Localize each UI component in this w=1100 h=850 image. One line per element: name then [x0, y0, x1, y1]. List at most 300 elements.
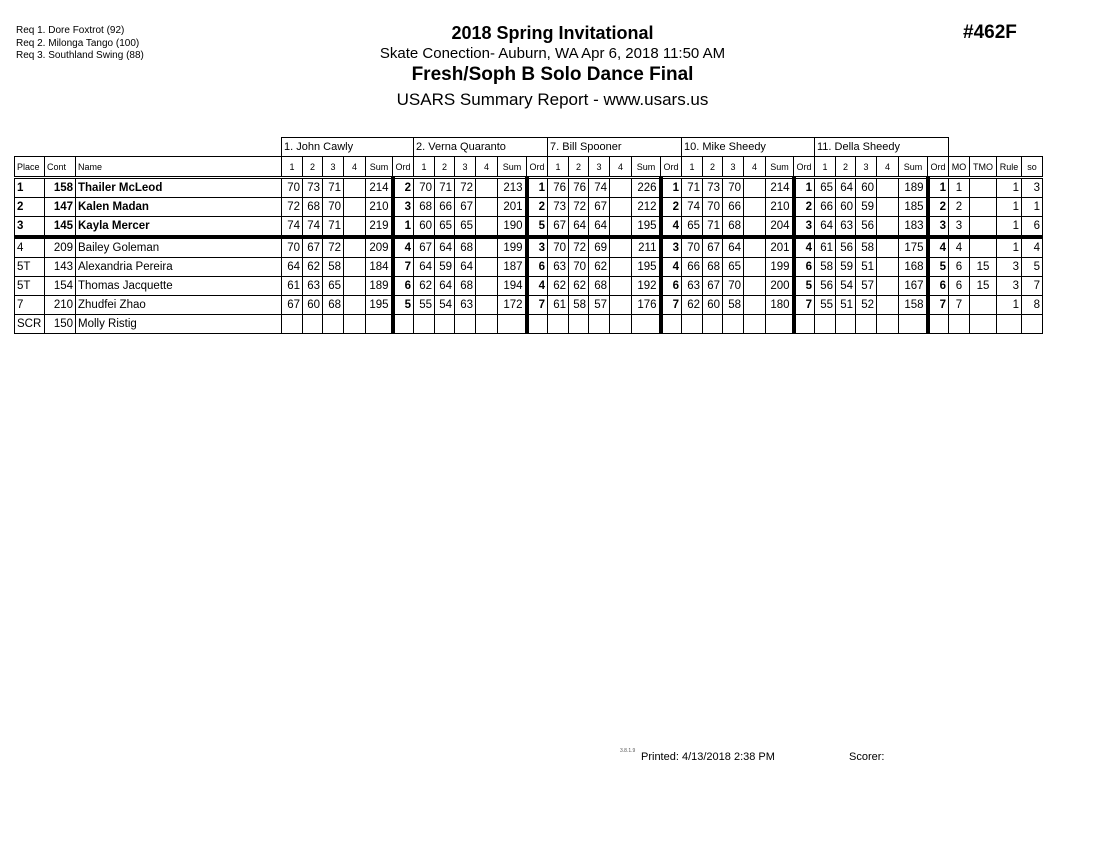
col-header-sum: Sum — [766, 157, 794, 178]
tmo-cell — [970, 296, 997, 315]
place-cell: 5T — [15, 258, 45, 277]
judge-ordinal-cell: 7 — [661, 296, 682, 315]
judge-ordinal-cell: 4 — [794, 237, 815, 258]
rule-cell: 1 — [997, 296, 1022, 315]
judge-score-cell — [703, 315, 723, 334]
judge-ordinal-cell: 4 — [527, 277, 548, 296]
judge-sum-cell: 211 — [632, 237, 661, 258]
table-row — [15, 315, 1043, 334]
judge-score-cell — [344, 217, 366, 238]
judge-ordinal-cell: 1 — [393, 217, 414, 238]
tmo-cell — [970, 315, 997, 334]
judge-score-cell — [344, 258, 366, 277]
judge-header-row — [15, 138, 1043, 157]
judge-score-cell — [682, 315, 703, 334]
judge-score-cell: 62 — [548, 277, 569, 296]
judge-score-cell: 68 — [323, 296, 344, 315]
judge-score-cell: 58 — [323, 258, 344, 277]
judge-score-cell: 61 — [282, 277, 303, 296]
judge-score-cell: 64 — [569, 217, 589, 238]
contestant-number-cell: 147 — [45, 198, 76, 217]
tmo-cell: 15 — [970, 258, 997, 277]
tmo-cell — [970, 198, 997, 217]
judge-score-cell — [344, 237, 366, 258]
table-row — [15, 178, 1043, 198]
judge-score-cell: 63 — [303, 277, 323, 296]
judge-score-cell: 64 — [282, 258, 303, 277]
judge-score-cell: 70 — [723, 277, 744, 296]
judge-score-cell: 70 — [703, 198, 723, 217]
judge-score-cell: 74 — [303, 217, 323, 238]
judge-sum-cell — [366, 315, 393, 334]
col-header-j2: 2 — [703, 157, 723, 178]
judge-ordinal-cell: 1 — [794, 178, 815, 198]
judge-score-cell: 57 — [856, 277, 877, 296]
judge-score-cell — [344, 198, 366, 217]
judge-ordinal-cell: 7 — [794, 296, 815, 315]
judge-sum-cell: 168 — [899, 258, 928, 277]
judge-score-cell — [744, 217, 766, 238]
column-header-row — [15, 157, 1043, 178]
judge-score-cell: 59 — [836, 258, 856, 277]
judge-score-cell — [435, 315, 455, 334]
judge-score-cell: 62 — [414, 277, 435, 296]
judge-ordinal-cell: 2 — [393, 178, 414, 198]
judge-ordinal-cell: 3 — [393, 198, 414, 217]
judge-score-cell: 65 — [723, 258, 744, 277]
judge-score-cell: 71 — [682, 178, 703, 198]
summary-table — [14, 137, 1043, 334]
judge-score-cell: 62 — [303, 258, 323, 277]
judge-score-cell — [476, 277, 498, 296]
col-header-mo: MO — [949, 157, 970, 178]
judge-sum-cell: 209 — [366, 237, 393, 258]
judge-ordinal-cell: 5 — [527, 217, 548, 238]
contestant-number-cell: 209 — [45, 237, 76, 258]
judge-score-cell — [569, 315, 589, 334]
judge-score-cell: 70 — [548, 237, 569, 258]
judge-score-cell — [476, 178, 498, 198]
mo-cell: 7 — [949, 296, 970, 315]
judge-score-cell: 57 — [589, 296, 610, 315]
judge-ordinal-cell: 2 — [794, 198, 815, 217]
competition-title: 2018 Spring Invitational — [451, 23, 654, 43]
judge-score-cell: 64 — [815, 217, 836, 238]
judge-ordinal-cell: 4 — [661, 217, 682, 238]
judge-score-cell — [589, 315, 610, 334]
printed-timestamp: Printed: 4/13/2018 2:38 PM — [641, 751, 775, 763]
judge-score-cell: 68 — [703, 258, 723, 277]
report-title: USARS Summary Report - www.usars.us — [396, 90, 709, 109]
judge-score-cell: 64 — [836, 178, 856, 198]
judge-ordinal-cell: 2 — [661, 198, 682, 217]
judge-ordinal-cell: 4 — [928, 237, 949, 258]
col-header-ord: Ord — [661, 157, 682, 178]
place-cell: 2 — [15, 198, 45, 217]
judge-score-cell: 74 — [589, 178, 610, 198]
judge-score-cell: 67 — [548, 217, 569, 238]
judge-score-cell: 63 — [455, 296, 476, 315]
judge-sum-cell: 189 — [366, 277, 393, 296]
col-header-sum: Sum — [366, 157, 393, 178]
judge-score-cell: 59 — [856, 198, 877, 217]
judge-score-cell: 54 — [836, 277, 856, 296]
judge-score-cell: 67 — [703, 277, 723, 296]
scorer-label: Scorer: — [849, 751, 885, 763]
judge-score-cell — [323, 315, 344, 334]
judge-score-cell: 64 — [589, 217, 610, 238]
mo-cell: 6 — [949, 277, 970, 296]
judge-ordinal-cell: 6 — [928, 277, 949, 296]
judge-sum-cell: 189 — [899, 178, 928, 198]
judge-score-cell: 68 — [455, 237, 476, 258]
requirement-item: Req 1. Dore Foxtrot (92) — [16, 25, 125, 36]
judge-score-cell — [877, 237, 899, 258]
contestant-number-cell: 145 — [45, 217, 76, 238]
judge-score-cell: 55 — [815, 296, 836, 315]
skater-name-cell: Alexandria Pereira — [76, 258, 282, 277]
judge-score-cell — [476, 198, 498, 217]
judge-score-cell: 65 — [435, 217, 455, 238]
col-header-j3: 3 — [455, 157, 476, 178]
judge-sum-cell: 201 — [766, 237, 794, 258]
table-row — [15, 198, 1043, 217]
judge-score-cell: 70 — [282, 237, 303, 258]
so-cell: 1 — [1022, 198, 1043, 217]
judge-score-cell — [610, 277, 632, 296]
judge-ordinal-cell: 7 — [527, 296, 548, 315]
judge-ordinal-cell: 6 — [794, 258, 815, 277]
judge-sum-cell: 194 — [498, 277, 527, 296]
judge-score-cell — [744, 296, 766, 315]
judge-sum-cell: 167 — [899, 277, 928, 296]
venue-line: Skate Conection- Auburn, WA Apr 6, 2018 11:50 AM — [379, 45, 726, 62]
judge-score-cell — [744, 258, 766, 277]
judge-score-cell: 68 — [414, 198, 435, 217]
judge-ordinal-cell: 6 — [527, 258, 548, 277]
judge-sum-cell: 199 — [766, 258, 794, 277]
tmo-cell: 15 — [970, 277, 997, 296]
judge-score-cell: 64 — [435, 277, 455, 296]
judge-score-cell — [344, 315, 366, 334]
col-header-j3: 3 — [589, 157, 610, 178]
judge-sum-cell: 204 — [766, 217, 794, 238]
col-header-j1: 1 — [548, 157, 569, 178]
judge-score-cell — [455, 315, 476, 334]
so-cell — [1022, 315, 1043, 334]
judge-score-cell: 73 — [703, 178, 723, 198]
mo-cell — [949, 315, 970, 334]
contestant-number-cell: 154 — [45, 277, 76, 296]
col-header-j3: 3 — [323, 157, 344, 178]
judge-score-cell: 72 — [323, 237, 344, 258]
judge-score-cell: 58 — [723, 296, 744, 315]
judge-ordinal-cell: 3 — [661, 237, 682, 258]
judge-score-cell: 70 — [723, 178, 744, 198]
judge-score-cell: 71 — [703, 217, 723, 238]
judge-sum-cell: 195 — [632, 258, 661, 277]
judge-ordinal-cell: 4 — [393, 237, 414, 258]
rule-cell: 3 — [997, 277, 1022, 296]
judge-score-cell: 51 — [836, 296, 856, 315]
table-row — [15, 258, 1043, 277]
col-header-ord: Ord — [527, 157, 548, 178]
judge-score-cell — [282, 315, 303, 334]
col-header-j4: 4 — [610, 157, 632, 178]
judge-score-cell: 61 — [815, 237, 836, 258]
judge-score-cell: 68 — [303, 198, 323, 217]
judge-score-cell — [610, 178, 632, 198]
judge-score-cell: 60 — [703, 296, 723, 315]
skater-name-cell: Molly Ristig — [76, 315, 282, 334]
judge-score-cell: 70 — [282, 178, 303, 198]
col-header-sum: Sum — [899, 157, 928, 178]
judge-score-cell — [877, 296, 899, 315]
judge-score-cell: 66 — [435, 198, 455, 217]
rule-cell: 1 — [997, 237, 1022, 258]
rule-cell: 1 — [997, 178, 1022, 198]
table-row — [15, 296, 1043, 315]
judge-score-cell — [877, 258, 899, 277]
judge-score-cell — [815, 315, 836, 334]
judge-ordinal-cell — [393, 315, 414, 334]
table-row — [15, 277, 1043, 296]
judge-score-cell: 69 — [589, 237, 610, 258]
mo-cell: 1 — [949, 178, 970, 198]
judge-sum-cell: 187 — [498, 258, 527, 277]
col-header-j3: 3 — [723, 157, 744, 178]
judge-sum-cell: 172 — [498, 296, 527, 315]
judge-sum-cell: 226 — [632, 178, 661, 198]
judge-ordinal-cell: 3 — [527, 237, 548, 258]
judge-score-cell: 65 — [682, 217, 703, 238]
so-cell: 6 — [1022, 217, 1043, 238]
judge-score-cell: 67 — [282, 296, 303, 315]
judge-sum-cell: 175 — [899, 237, 928, 258]
judge-score-cell: 67 — [414, 237, 435, 258]
judge-score-cell — [877, 315, 899, 334]
judge-score-cell: 52 — [856, 296, 877, 315]
judge-score-cell — [877, 178, 899, 198]
judge-score-cell — [836, 315, 856, 334]
so-cell: 5 — [1022, 258, 1043, 277]
col-header-j1: 1 — [682, 157, 703, 178]
judge-score-cell: 68 — [589, 277, 610, 296]
judge-ordinal-cell: 1 — [661, 178, 682, 198]
judge-score-cell: 65 — [455, 217, 476, 238]
judge-score-cell — [877, 198, 899, 217]
judge-ordinal-cell: 6 — [393, 277, 414, 296]
judge-score-cell: 64 — [455, 258, 476, 277]
judge-score-cell — [476, 258, 498, 277]
judge-score-cell — [610, 296, 632, 315]
judge-score-cell: 76 — [569, 178, 589, 198]
judge-score-cell — [856, 315, 877, 334]
col-header-j2: 2 — [303, 157, 323, 178]
judge-ordinal-cell: 6 — [661, 277, 682, 296]
judge-sum-cell: 214 — [366, 178, 393, 198]
skater-name-cell: Bailey Goleman — [76, 237, 282, 258]
judge-score-cell: 66 — [815, 198, 836, 217]
judge-score-cell: 67 — [303, 237, 323, 258]
tmo-cell — [970, 217, 997, 238]
judge-score-cell: 70 — [414, 178, 435, 198]
judge-score-cell: 64 — [435, 237, 455, 258]
judge-score-cell — [610, 198, 632, 217]
judge-score-cell — [877, 217, 899, 238]
judge-score-cell — [610, 237, 632, 258]
judge-score-cell: 58 — [856, 237, 877, 258]
judge-score-cell — [548, 315, 569, 334]
judge-ordinal-cell: 1 — [928, 178, 949, 198]
judge-sum-cell: 185 — [899, 198, 928, 217]
judge-score-cell: 71 — [323, 217, 344, 238]
judge-score-cell: 64 — [414, 258, 435, 277]
judge-sum-cell: 212 — [632, 198, 661, 217]
judge-sum-cell: 184 — [366, 258, 393, 277]
judge-score-cell — [610, 217, 632, 238]
table-row — [15, 237, 1043, 258]
skater-name-cell: Zhudfei Zhao — [76, 296, 282, 315]
judge-score-cell: 66 — [723, 198, 744, 217]
judge-score-cell: 73 — [548, 198, 569, 217]
judge-score-cell: 68 — [723, 217, 744, 238]
place-cell: 3 — [15, 217, 45, 238]
col-header-name: Name — [76, 157, 282, 178]
col-header-j4: 4 — [476, 157, 498, 178]
judge-name: 10. Mike Sheedy — [682, 138, 815, 157]
mo-cell: 6 — [949, 258, 970, 277]
judge-score-cell: 62 — [569, 277, 589, 296]
judge-score-cell — [476, 237, 498, 258]
tmo-cell — [970, 237, 997, 258]
col-header-j2: 2 — [435, 157, 455, 178]
table-row — [15, 217, 1043, 238]
judge-ordinal-cell: 3 — [928, 217, 949, 238]
skater-name-cell: Thomas Jacquette — [76, 277, 282, 296]
so-cell: 7 — [1022, 277, 1043, 296]
judge-score-cell: 76 — [548, 178, 569, 198]
col-header-sum: Sum — [498, 157, 527, 178]
col-header-j2: 2 — [836, 157, 856, 178]
judge-score-cell: 60 — [856, 178, 877, 198]
judge-score-cell — [744, 237, 766, 258]
judge-sum-cell: 183 — [899, 217, 928, 238]
tmo-cell — [970, 178, 997, 198]
contestant-number-cell: 150 — [45, 315, 76, 334]
judge-sum-cell: 176 — [632, 296, 661, 315]
judge-name: 11. Della Sheedy — [815, 138, 949, 157]
event-title: Fresh/Soph B Solo Dance Final — [411, 64, 694, 85]
judge-sum-cell: 190 — [498, 217, 527, 238]
judge-score-cell: 63 — [682, 277, 703, 296]
skater-name-cell: Kayla Mercer — [76, 217, 282, 238]
judge-score-cell: 62 — [682, 296, 703, 315]
judge-score-cell: 63 — [548, 258, 569, 277]
col-header-so: so — [1022, 157, 1043, 178]
judge-sum-cell — [632, 315, 661, 334]
place-cell: 7 — [15, 296, 45, 315]
judge-sum-cell: 219 — [366, 217, 393, 238]
skater-name-cell: Kalen Madan — [76, 198, 282, 217]
judge-score-cell: 63 — [836, 217, 856, 238]
contestant-number-cell: 158 — [45, 178, 76, 198]
judge-ordinal-cell — [794, 315, 815, 334]
judge-sum-cell: 192 — [632, 277, 661, 296]
judge-score-cell: 58 — [569, 296, 589, 315]
judge-score-cell — [344, 277, 366, 296]
judge-score-cell: 64 — [723, 237, 744, 258]
judge-ordinal-cell: 5 — [794, 277, 815, 296]
col-header-j4: 4 — [344, 157, 366, 178]
judge-sum-cell: 199 — [498, 237, 527, 258]
so-cell: 4 — [1022, 237, 1043, 258]
judge-sum-cell — [766, 315, 794, 334]
judge-sum-cell: 210 — [766, 198, 794, 217]
judge-score-cell — [744, 198, 766, 217]
judge-score-cell — [610, 258, 632, 277]
judge-score-cell: 55 — [414, 296, 435, 315]
judge-score-cell: 56 — [815, 277, 836, 296]
contestant-number-cell: 210 — [45, 296, 76, 315]
judge-score-cell: 58 — [815, 258, 836, 277]
col-header-j3: 3 — [856, 157, 877, 178]
so-cell: 8 — [1022, 296, 1043, 315]
judge-sum-cell: 213 — [498, 178, 527, 198]
judge-name: 2. Verna Quaranto — [414, 138, 548, 157]
contestant-number-cell: 143 — [45, 258, 76, 277]
judge-sum-cell: 180 — [766, 296, 794, 315]
col-header-j2: 2 — [569, 157, 589, 178]
col-header-ord: Ord — [794, 157, 815, 178]
judge-score-cell — [744, 315, 766, 334]
judge-sum-cell: 210 — [366, 198, 393, 217]
judge-score-cell — [476, 315, 498, 334]
judge-ordinal-cell — [527, 315, 548, 334]
judge-score-cell: 67 — [455, 198, 476, 217]
judge-ordinal-cell: 2 — [527, 198, 548, 217]
judge-score-cell: 70 — [682, 237, 703, 258]
judge-score-cell: 56 — [836, 237, 856, 258]
col-header-rule: Rule — [997, 157, 1022, 178]
mo-cell: 3 — [949, 217, 970, 238]
judge-score-cell: 60 — [836, 198, 856, 217]
judge-score-cell: 62 — [589, 258, 610, 277]
judge-score-cell: 71 — [323, 178, 344, 198]
judge-name: 1. John Cawly — [282, 138, 414, 157]
judge-score-cell — [744, 178, 766, 198]
place-cell: 5T — [15, 277, 45, 296]
judge-ordinal-cell — [661, 315, 682, 334]
event-number: #462F — [963, 22, 1017, 43]
judge-sum-cell — [498, 315, 527, 334]
col-header-ord: Ord — [928, 157, 949, 178]
judge-ordinal-cell: 1 — [527, 178, 548, 198]
mo-cell: 4 — [949, 237, 970, 258]
col-header-ord: Ord — [393, 157, 414, 178]
judge-score-cell: 71 — [435, 178, 455, 198]
judge-score-cell: 67 — [589, 198, 610, 217]
place-cell: SCR — [15, 315, 45, 334]
judge-score-cell — [476, 217, 498, 238]
judge-score-cell: 70 — [323, 198, 344, 217]
judge-ordinal-cell: 7 — [928, 296, 949, 315]
judge-score-cell — [344, 178, 366, 198]
judge-score-cell: 61 — [548, 296, 569, 315]
judge-sum-cell: 214 — [766, 178, 794, 198]
skater-name-cell: Thailer McLeod — [76, 178, 282, 198]
rule-cell: 1 — [997, 198, 1022, 217]
